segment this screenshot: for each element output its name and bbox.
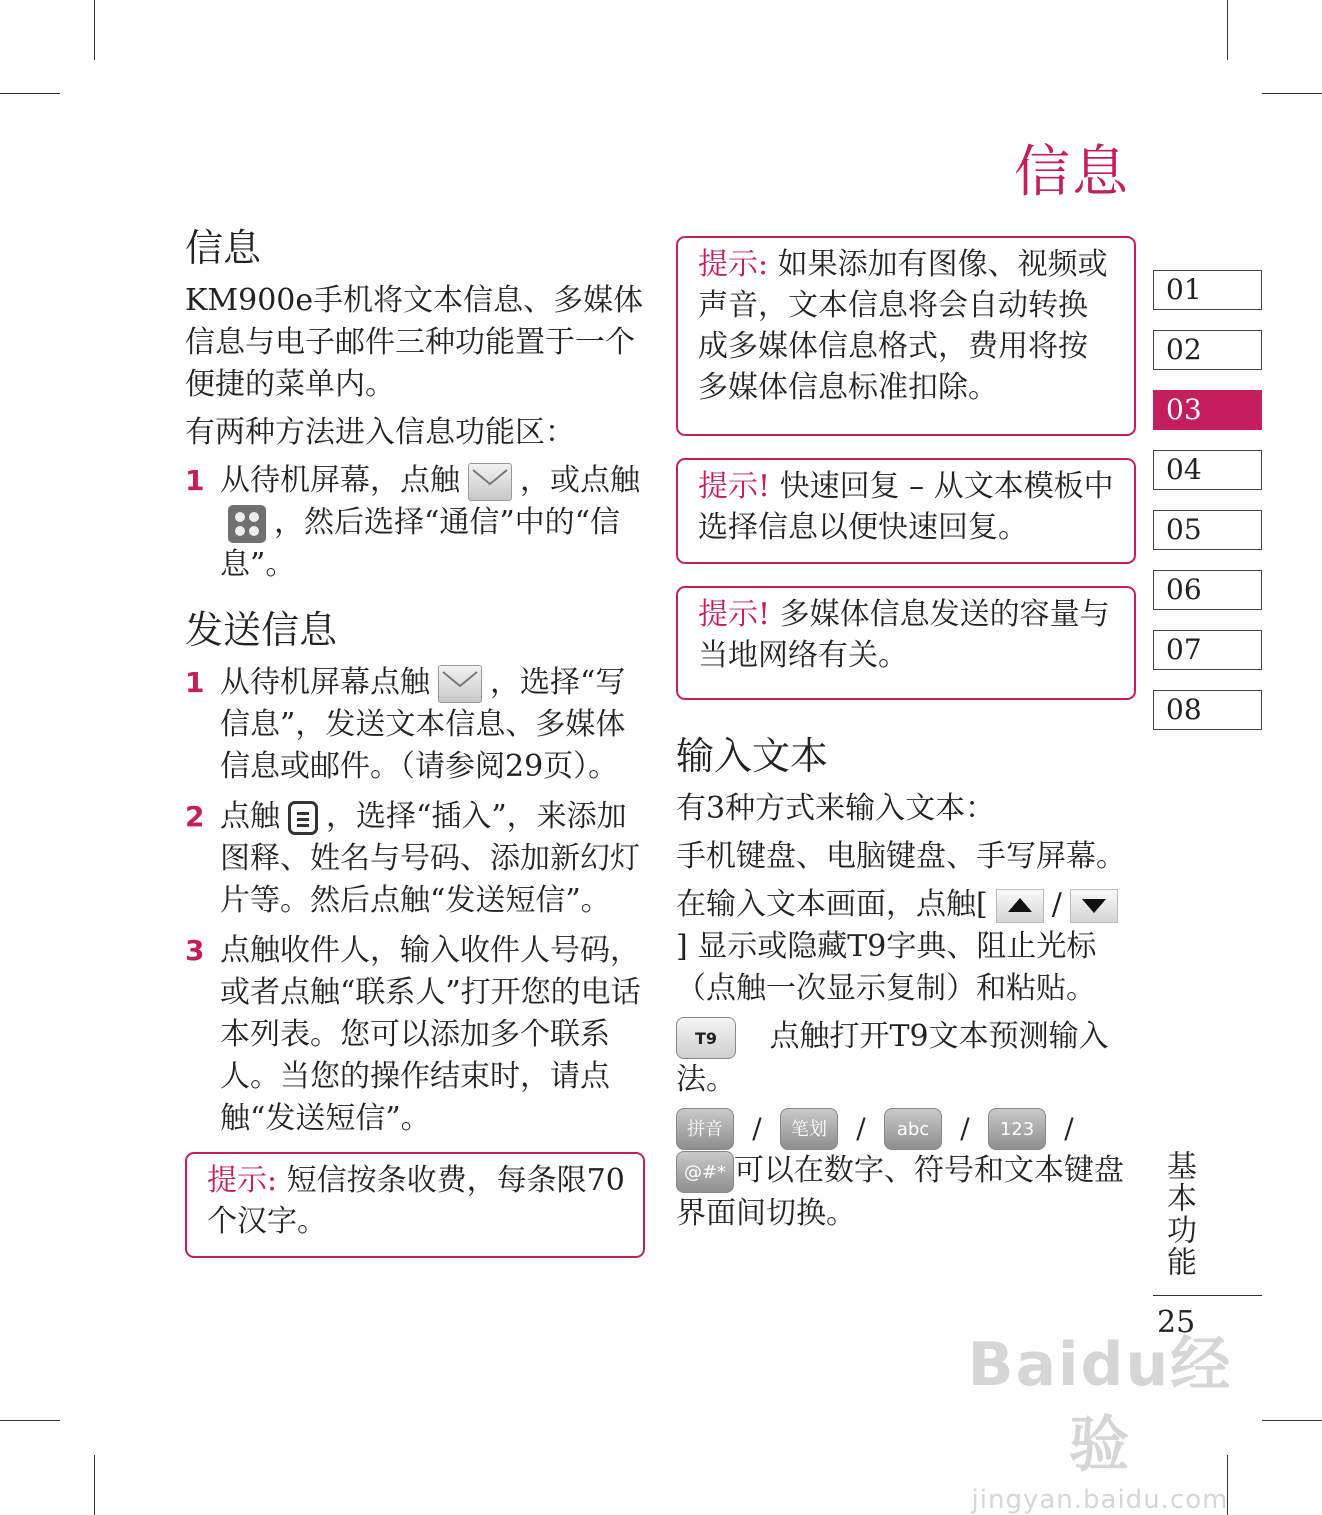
step-text [220, 662, 645, 788]
input-text-part: ] 显示或隐藏T9字典、阻止光标（点触一次显示复制）和粘贴。 [676, 929, 1097, 1006]
chapter-tab-04: 04 [1153, 450, 1262, 490]
tip-label: 提示: [698, 247, 769, 282]
pinyin-key: 拼音 [676, 1108, 734, 1150]
tip-box-mms-convert [676, 236, 1136, 436]
t9-text: 点触打开T9文本预测输入法。 [676, 1019, 1109, 1097]
abc-key: abc [884, 1108, 942, 1150]
crop-mark [1262, 1420, 1322, 1421]
t9-line [676, 1016, 1136, 1101]
chapter-tab-03: 03 [1153, 390, 1262, 430]
step-text [220, 460, 645, 586]
app-grid-icon [228, 505, 266, 543]
methods-line: 有两种方法进入信息功能区： [185, 415, 575, 450]
step-number: 1 [185, 464, 205, 497]
page-number-rule [1153, 1295, 1262, 1296]
chapter-tab-05: 05 [1153, 510, 1262, 550]
page-number: 25 [1157, 1305, 1196, 1340]
crop-mark [94, 1455, 95, 1515]
step-text-part: 从待机屏幕点触 [220, 665, 430, 700]
input-text-part: 在输入文本画面，点触[ [676, 887, 988, 922]
section-heading-input: 输入文本 [676, 734, 829, 778]
separator: / [856, 1112, 866, 1145]
input-line-3 [676, 884, 1136, 1010]
section-label: 基本功能 [1161, 1150, 1196, 1278]
section-heading-messages: 信息 [185, 226, 262, 270]
step-text-part: ，然后选择“通信”中的“信息”。 [220, 505, 621, 582]
crop-mark [1262, 93, 1322, 94]
left-column [185, 222, 645, 1280]
crop-mark [94, 0, 95, 60]
crop-mark [0, 1420, 60, 1421]
keys-text: 可以在数字、符号和文本键盘界面间切换。 [676, 1153, 1124, 1231]
input-line-2: 手机键盘、电脑键盘、手写屏幕。 [676, 839, 1126, 874]
t9-key: T9 [676, 1017, 736, 1059]
page-title: 信息 [1014, 140, 1130, 205]
chapter-tab-06: 06 [1153, 570, 1262, 610]
step-number: 3 [185, 934, 205, 967]
chapter-tabs [1153, 270, 1262, 750]
send-step-3 [185, 930, 645, 1140]
chapter-tab-02: 02 [1153, 330, 1262, 370]
tip-label: 提示! [698, 597, 771, 632]
tip-label: 提示: [207, 1163, 278, 1198]
stroke-key: 笔划 [780, 1108, 838, 1150]
section-heading-send: 发送信息 [185, 608, 338, 652]
step-text-part: ，选择“插入”，来添加图释、姓名与号码、添加新幻灯片等。然后点触“发送短信”。 [220, 799, 640, 918]
step-number: 1 [185, 666, 205, 699]
step-text-part: 从待机屏幕，点触 [220, 463, 460, 498]
numeric-key: 123 [988, 1108, 1046, 1150]
arrow-down-icon [1070, 889, 1118, 923]
input-line-1: 有3种方式来输入文本： [676, 791, 996, 826]
tip-label: 提示! [698, 469, 771, 504]
step-text: 点触收件人，输入收件人号码，或者点触“联系人”打开您的电话本列表。您可以添加多个联系人。当您的操作结束时，请点触“发送短信”。 [220, 933, 641, 1136]
chapter-tab-08: 08 [1153, 690, 1262, 730]
step-text [220, 796, 645, 922]
step-text-part: 点触 [220, 799, 280, 834]
envelope-icon [438, 665, 482, 703]
chapter-tab-07: 07 [1153, 630, 1262, 670]
right-column [676, 236, 1136, 1241]
tip-box-quick-reply [676, 458, 1136, 564]
step-text-part: ，选择“写信息”，发送文本信息、多媒体信息或邮件。（请参阅29页）。 [220, 665, 626, 784]
step-number: 2 [185, 800, 205, 833]
tip-text: 短信按条收费，每条限70个汉字。 [207, 1163, 625, 1239]
crop-mark [1227, 0, 1228, 60]
tip-text: 快速回复 – 从文本模板中选择信息以便快速回复。 [698, 469, 1114, 545]
tip-box-sms [185, 1152, 645, 1258]
keyboard-switch-line [676, 1107, 1136, 1235]
symbol-key: @#* [676, 1151, 734, 1193]
step-text-part: ，或点触 [520, 463, 640, 498]
watermark-logo: Baidu经验 [967, 1330, 1233, 1480]
crop-mark [0, 93, 60, 94]
send-step-1 [185, 662, 645, 788]
chapter-tab-01: 01 [1153, 270, 1262, 310]
watermark-url: jingyan.baidu.com [971, 1485, 1229, 1515]
arrow-up-icon [996, 889, 1044, 923]
separator: / [1064, 1112, 1074, 1145]
envelope-icon [468, 463, 512, 501]
send-step-2 [185, 796, 645, 922]
separator: / [960, 1112, 970, 1145]
menu-icon [288, 801, 318, 835]
tip-text: 多媒体信息发送的容量与当地网络有关。 [698, 597, 1110, 673]
access-step [185, 460, 645, 586]
tip-box-mms-size [676, 586, 1136, 700]
watermark [940, 1325, 1260, 1515]
tip-text: 如果添加有图像、视频或声音，文本信息将会自动转换成多媒体信息格式，费用将按多媒体信息标准扣除。 [698, 247, 1108, 405]
separator: / [752, 1112, 762, 1145]
intro-paragraph: KM900e手机将文本信息、多媒体信息与电子邮件三种功能置于一个便捷的菜单内。 [185, 283, 644, 402]
separator: / [1051, 887, 1062, 922]
